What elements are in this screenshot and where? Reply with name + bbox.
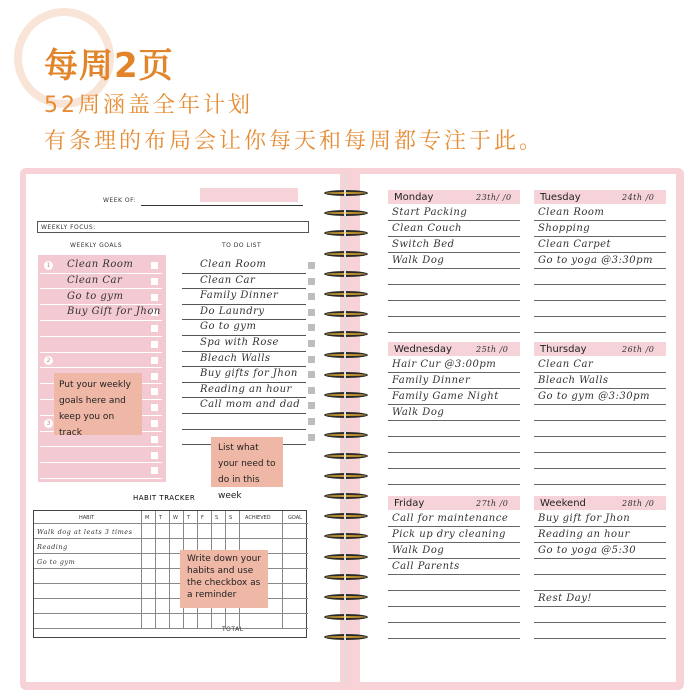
day-line [388, 316, 520, 317]
day-line [388, 284, 520, 285]
day-line [534, 420, 666, 421]
todo-row [182, 336, 306, 352]
todo-text: Clean Car [200, 274, 256, 286]
day-task: Call for maintenance [392, 513, 509, 524]
day-line [388, 300, 520, 301]
goal-row [40, 353, 162, 369]
day-line [388, 542, 520, 543]
day-line [534, 388, 666, 389]
day-line [388, 332, 520, 333]
promo-line-2: 有条理的布局会让你每天和每周都专注于此。 [44, 129, 545, 154]
goal-checkbox[interactable] [151, 420, 158, 427]
day-line [388, 220, 520, 221]
spiral-ring-wire [324, 392, 368, 398]
goals-callout: Put your weekly goals here and keep you on track [54, 373, 142, 435]
day-task: Buy gift for Jhon [538, 513, 631, 524]
todo-row [182, 274, 306, 290]
day-line [388, 404, 520, 405]
todo-row [182, 258, 306, 274]
goal-checkbox[interactable] [151, 452, 158, 459]
day-task: Clean Carpet [538, 239, 612, 250]
goal-row [40, 290, 162, 306]
day-line [388, 372, 520, 373]
day-line [388, 590, 520, 591]
day-line [388, 526, 520, 527]
spiral-ring-wire [324, 352, 368, 358]
spiral-ring-wire [324, 554, 368, 560]
goal-number-badge: 1 [44, 261, 53, 270]
todo-row [182, 367, 306, 383]
todo-checkbox[interactable] [308, 387, 315, 394]
day-line [534, 284, 666, 285]
todo-row [182, 289, 306, 305]
goal-text: Buy Gift for Jhon [67, 306, 161, 318]
day-line [388, 268, 520, 269]
todo-text: Go to gym [200, 321, 257, 333]
todo-checkbox[interactable] [308, 402, 315, 409]
todo-text: Clean Room [200, 259, 267, 270]
day-line [388, 388, 520, 389]
day-line [534, 236, 666, 237]
day-task: Family Dinner [392, 375, 471, 386]
todo-checkbox[interactable] [308, 371, 315, 378]
day-line [534, 268, 666, 269]
habit-header-cell: T [159, 515, 163, 521]
day-task: Go to gym @3:30pm [538, 391, 650, 402]
day-task: Rest Day! [538, 593, 592, 604]
goal-row [40, 448, 162, 464]
goal-row [40, 274, 162, 290]
todo-text: Call mom and dad [200, 399, 301, 411]
habit-text: Reading [37, 543, 68, 551]
weekly-focus-label: WEEKLY FOCUS: [41, 224, 96, 231]
day-task: Clean Room [538, 207, 605, 218]
day-line [388, 236, 520, 237]
day-name: Friday [394, 498, 425, 509]
todo-checkbox[interactable] [308, 418, 315, 425]
goal-checkbox[interactable] [151, 467, 158, 474]
day-line [388, 484, 520, 485]
week-of-line [141, 205, 303, 206]
habit-grid-col [282, 511, 283, 628]
day-line [388, 452, 520, 453]
day-date: 25th /0 [476, 345, 509, 354]
todo-checkbox[interactable] [308, 356, 315, 363]
spiral-ring-wire [324, 594, 368, 600]
week-of-label: WEEK OF: [103, 197, 137, 204]
goal-number-badge: 2 [44, 356, 53, 365]
day-task: Hair Cur @3:00pm [392, 359, 497, 370]
day-task: Start Packing [392, 207, 468, 218]
goal-text: Clean Car [67, 274, 123, 286]
todo-callout: List what your need to do in this week [211, 437, 283, 487]
goal-text: Go to gym [67, 290, 124, 302]
day-task: Shopping [538, 223, 591, 234]
todo-checkbox[interactable] [308, 324, 315, 331]
day-line [534, 606, 666, 607]
day-line [534, 436, 666, 437]
day-task: Switch Bed [392, 239, 455, 250]
todo-checkbox[interactable] [308, 262, 315, 269]
day-task: Go to yoga @5:30 [538, 545, 637, 556]
habit-header-cell: F [201, 515, 204, 521]
day-line [534, 638, 666, 639]
day-task: Walk Dog [392, 545, 445, 556]
todo-text: Do Laundry [200, 305, 265, 317]
goal-row [40, 258, 162, 274]
habit-grid-col [155, 511, 156, 628]
habit-header-cell: HABIT [79, 515, 95, 521]
day-task: Clean Couch [392, 223, 463, 234]
todo-text: Family Dinner [200, 290, 279, 302]
todo-checkbox[interactable] [308, 293, 315, 300]
goal-checkbox[interactable] [151, 388, 158, 395]
day-line [388, 468, 520, 469]
habit-grid-row [34, 613, 308, 614]
day-line [388, 436, 520, 437]
day-line [388, 252, 520, 253]
day-line [534, 332, 666, 333]
todo-checkbox[interactable] [308, 340, 315, 347]
day-task: Walk Dog [392, 407, 445, 418]
day-task: Family Game Night [392, 391, 499, 402]
day-date: 27th /0 [476, 499, 509, 508]
day-line [534, 372, 666, 373]
habit-header-cell: ACHIEVED [245, 515, 271, 521]
day-line [534, 622, 666, 623]
day-line [388, 574, 520, 575]
promo-title: 每周2页 [44, 46, 174, 86]
todo-row [182, 383, 306, 399]
day-line [534, 220, 666, 221]
day-name: Weekend [540, 498, 586, 509]
day-line [534, 590, 666, 591]
goal-checkbox[interactable] [151, 436, 158, 443]
spiral-ring-wire [324, 574, 368, 580]
day-name: Thursday [540, 344, 587, 355]
day-task: Bleach Walls [538, 375, 609, 386]
weekly-goals-label: WEEKLY GOALS [70, 242, 123, 249]
habit-tracker-title: HABIT TRACKER [133, 494, 196, 502]
day-line [534, 316, 666, 317]
todo-text: Spa with Rose [200, 337, 279, 348]
goal-row [40, 463, 162, 479]
todo-list-label: TO DO LIST [222, 242, 262, 249]
day-task: Call Parents [392, 561, 460, 572]
goal-row [40, 337, 162, 353]
todo-row [182, 320, 306, 336]
spiral-ring-wire [324, 251, 368, 257]
day-date: 23th/ /0 [476, 193, 512, 202]
spiral-ring-wire [324, 271, 368, 277]
todo-row [182, 398, 306, 414]
spiral-ring-wire [324, 493, 368, 499]
habit-text: Go to gym [37, 558, 76, 566]
day-task: Reading an hour [538, 529, 630, 540]
day-name: Tuesday [540, 192, 581, 203]
day-line [534, 252, 666, 253]
goal-checkbox[interactable] [151, 341, 158, 348]
week-of-highlight [200, 188, 298, 202]
day-line [534, 484, 666, 485]
habit-total-label: TOTAL [222, 626, 244, 633]
day-task: Go to yoga @3:30pm [538, 255, 653, 266]
spiral-ring-wire [324, 473, 368, 479]
day-line [534, 558, 666, 559]
todo-row [182, 305, 306, 321]
habit-header-cell: W [173, 515, 178, 521]
goal-checkbox[interactable] [151, 278, 158, 285]
spiral-ring-wire [324, 453, 368, 459]
day-line [388, 558, 520, 559]
spiral-ring-wire [324, 372, 368, 378]
day-task: Walk Dog [392, 255, 445, 266]
habit-header-cell: T [187, 515, 191, 521]
habit-grid-col [169, 511, 170, 628]
day-line [388, 606, 520, 607]
page-seam [344, 174, 346, 682]
day-name: Wednesday [394, 344, 452, 355]
goal-row [40, 305, 162, 321]
spiral-ring-wire [324, 190, 368, 196]
goal-checkbox[interactable] [151, 262, 158, 269]
todo-checkbox[interactable] [308, 434, 315, 441]
habit-grid-row [34, 523, 308, 524]
goal-checkbox[interactable] [151, 404, 158, 411]
todo-row [182, 352, 306, 368]
todo-row [182, 414, 306, 430]
day-line [534, 574, 666, 575]
todo-text: Buy gifts for Jhon [200, 368, 298, 380]
todo-text: Reading an hour [200, 383, 292, 395]
day-task: Clean Car [538, 359, 594, 370]
goal-row [40, 321, 162, 337]
day-task: Pick up dry cleaning [392, 529, 506, 540]
day-line [534, 542, 666, 543]
habit-text: Walk dog at leats 3 times [37, 528, 133, 536]
goal-checkbox[interactable] [151, 357, 158, 364]
day-line [388, 638, 520, 639]
habit-grid-col [141, 511, 142, 628]
habit-callout: Write down your habits and use the checkbox as a reminder [180, 550, 268, 608]
todo-text: Bleach Walls [200, 352, 271, 364]
habit-grid-row [34, 628, 308, 629]
day-line [534, 452, 666, 453]
day-line [534, 300, 666, 301]
day-line [534, 526, 666, 527]
habit-header-cell: S [215, 515, 219, 521]
day-date: 28th /0 [622, 499, 655, 508]
goal-checkbox[interactable] [151, 373, 158, 380]
day-line [534, 468, 666, 469]
day-date: 24th /0 [622, 193, 655, 202]
spiral-ring-wire [324, 291, 368, 297]
todo-checkbox[interactable] [308, 309, 315, 316]
habit-header-cell: S [229, 515, 233, 521]
goal-checkbox[interactable] [151, 325, 158, 332]
goal-number-badge: 3 [44, 419, 53, 428]
habit-grid-row [34, 538, 308, 539]
habit-header-cell: GOAL [288, 515, 302, 521]
day-date: 26th /0 [622, 345, 655, 354]
day-name: Monday [394, 192, 434, 203]
goal-checkbox[interactable] [151, 294, 158, 301]
todo-checkbox[interactable] [308, 278, 315, 285]
habit-header-cell: M [145, 515, 150, 521]
promo-line-1: 52周涵盖全年计划 [44, 93, 253, 118]
goal-text: Clean Room [67, 259, 134, 270]
day-line [388, 420, 520, 421]
day-line [534, 404, 666, 405]
day-line [388, 622, 520, 623]
